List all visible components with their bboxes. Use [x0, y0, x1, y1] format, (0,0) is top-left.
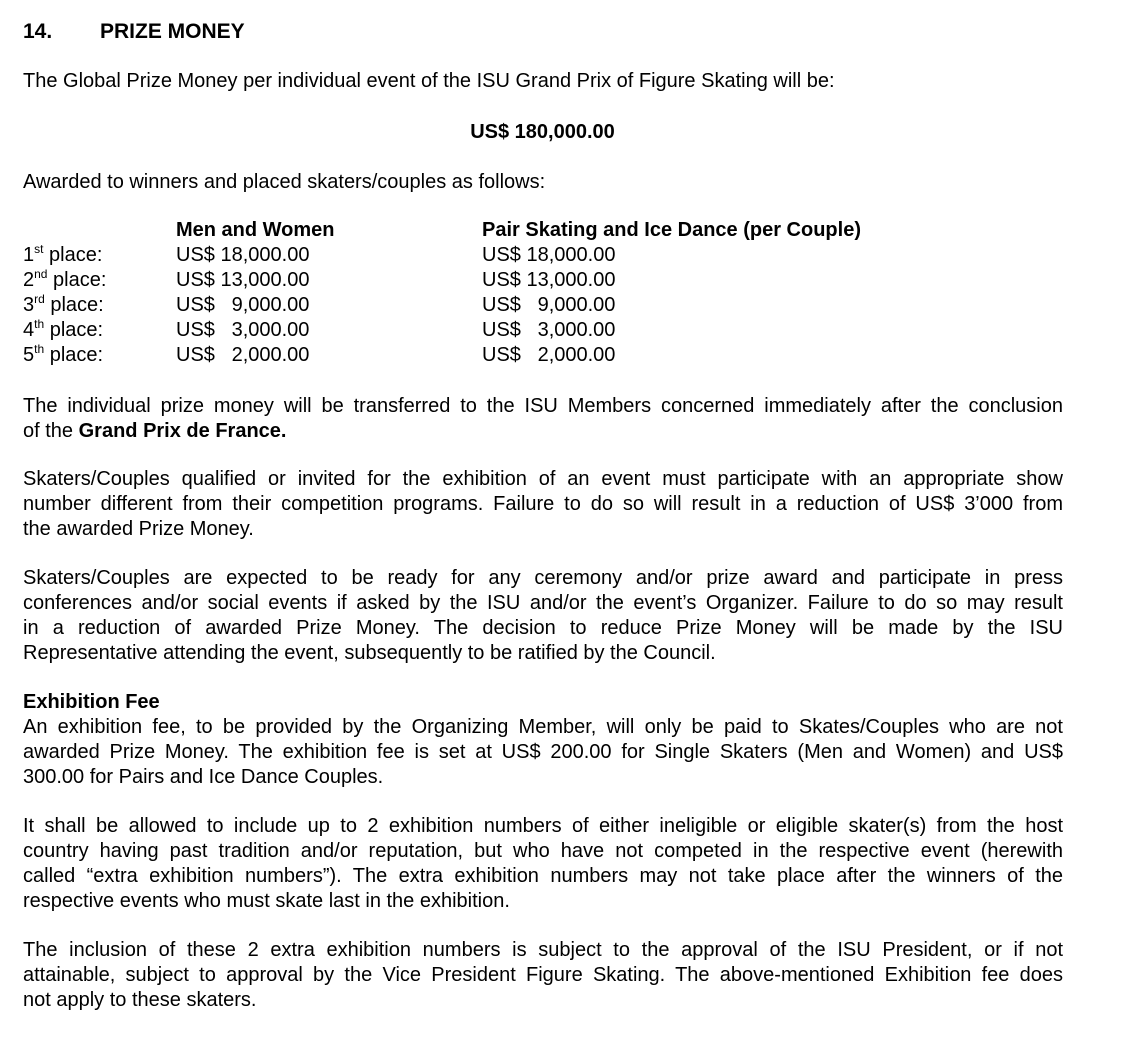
extra-exhibition-paragraph: It shall be allowed to include up to 2 exhibition numbers of either ineligible or eligible skater(s) from the host country having past tradition and/or reputation, but who have not competed in the respective event (herewith called “extra exhibition numbers”). The extra exhibition numbers may not take place after the winners of the respective events who must skate last in the exhibition.	[23, 815, 1063, 912]
header-pairs: Pair Skating and Ice Dance (per Couple)	[482, 219, 861, 241]
men-women-amount: US$ 2,000.00	[176, 344, 310, 366]
exhibition-requirement-paragraph: Skaters/Couples qualified or invited for the exhibition of an event must participate with an appropriate show number different from their competition programs. Failure to do so will result in a reduction of US$ 3’000 from the awarded Prize Money.	[23, 468, 1063, 540]
place-label: 2nd place:	[23, 267, 107, 291]
section-heading	[23, 19, 245, 44]
transfer-paragraph: The individual prize money will be transferred to the ISU Members concerned immediately after the conclusion of the Grand Prix de France.	[23, 395, 1063, 442]
table-row	[23, 243, 902, 268]
prize-table	[23, 218, 902, 368]
awarded-paragraph: Awarded to winners and placed skaters/couples as follows:	[23, 171, 546, 193]
pairs-amount: US$ 18,000.00	[482, 244, 616, 266]
table-header-row	[23, 218, 902, 243]
intro-paragraph: The Global Prize Money per individual event of the ISU Grand Prix of Figure Skating will be:	[23, 70, 835, 92]
event-name: Grand Prix de France.	[78, 420, 287, 442]
table-row	[23, 343, 902, 368]
place-label: 4th place:	[23, 317, 104, 341]
section-title: PRIZE MONEY	[100, 20, 245, 43]
header-place-cell	[23, 218, 176, 243]
approval-paragraph: The inclusion of these 2 extra exhibition numbers is subject to the approval of the ISU President, or if not attainable, subject to approval by the Vice President Figure Skating. The above-mentioned Exhibition fee does not apply to these skaters.	[23, 939, 1063, 1011]
place-label: 1st place:	[23, 242, 103, 266]
men-women-amount: US$ 9,000.00	[176, 294, 310, 316]
place-label: 3rd place:	[23, 292, 104, 316]
table-row	[23, 293, 902, 318]
section-number: 14.	[23, 20, 53, 43]
header-men-women: Men and Women	[176, 219, 335, 241]
exhibition-fee-section: Exhibition Fee An exhibition fee, to be provided by the Organizing Member, will only be paid to Skates/Couples who are not awarded Prize Money. The exhibition fee is set at US$ 200.00 for Single Skaters (Men and Women) and US$ 300.00 for Pairs and Ice Dance Couples.	[23, 691, 1063, 788]
exhibition-fee-heading: Exhibition Fee	[23, 691, 160, 713]
pairs-amount: US$ 3,000.00	[482, 319, 616, 341]
table-row	[23, 318, 902, 343]
men-women-amount: US$ 3,000.00	[176, 319, 310, 341]
ceremony-paragraph: Skaters/Couples are expected to be ready for any ceremony and/or prize award and participate in press conferences and/or social events if asked by the ISU and/or the event’s Organizer. Failure to do so may result in a reduction of awarded Prize Money. The decision to reduce Prize Money will be made by the ISU Representative attending the event, subsequently to be ratified by the Council.	[23, 567, 1063, 664]
pairs-amount: US$ 13,000.00	[482, 269, 616, 291]
place-label: 5th place:	[23, 342, 104, 366]
pairs-amount: US$ 2,000.00	[482, 344, 616, 366]
table-row	[23, 268, 902, 293]
total-prize-money: US$ 180,000.00	[470, 121, 615, 143]
men-women-amount: US$ 18,000.00	[176, 244, 310, 266]
men-women-amount: US$ 13,000.00	[176, 269, 310, 291]
pairs-amount: US$ 9,000.00	[482, 294, 616, 316]
